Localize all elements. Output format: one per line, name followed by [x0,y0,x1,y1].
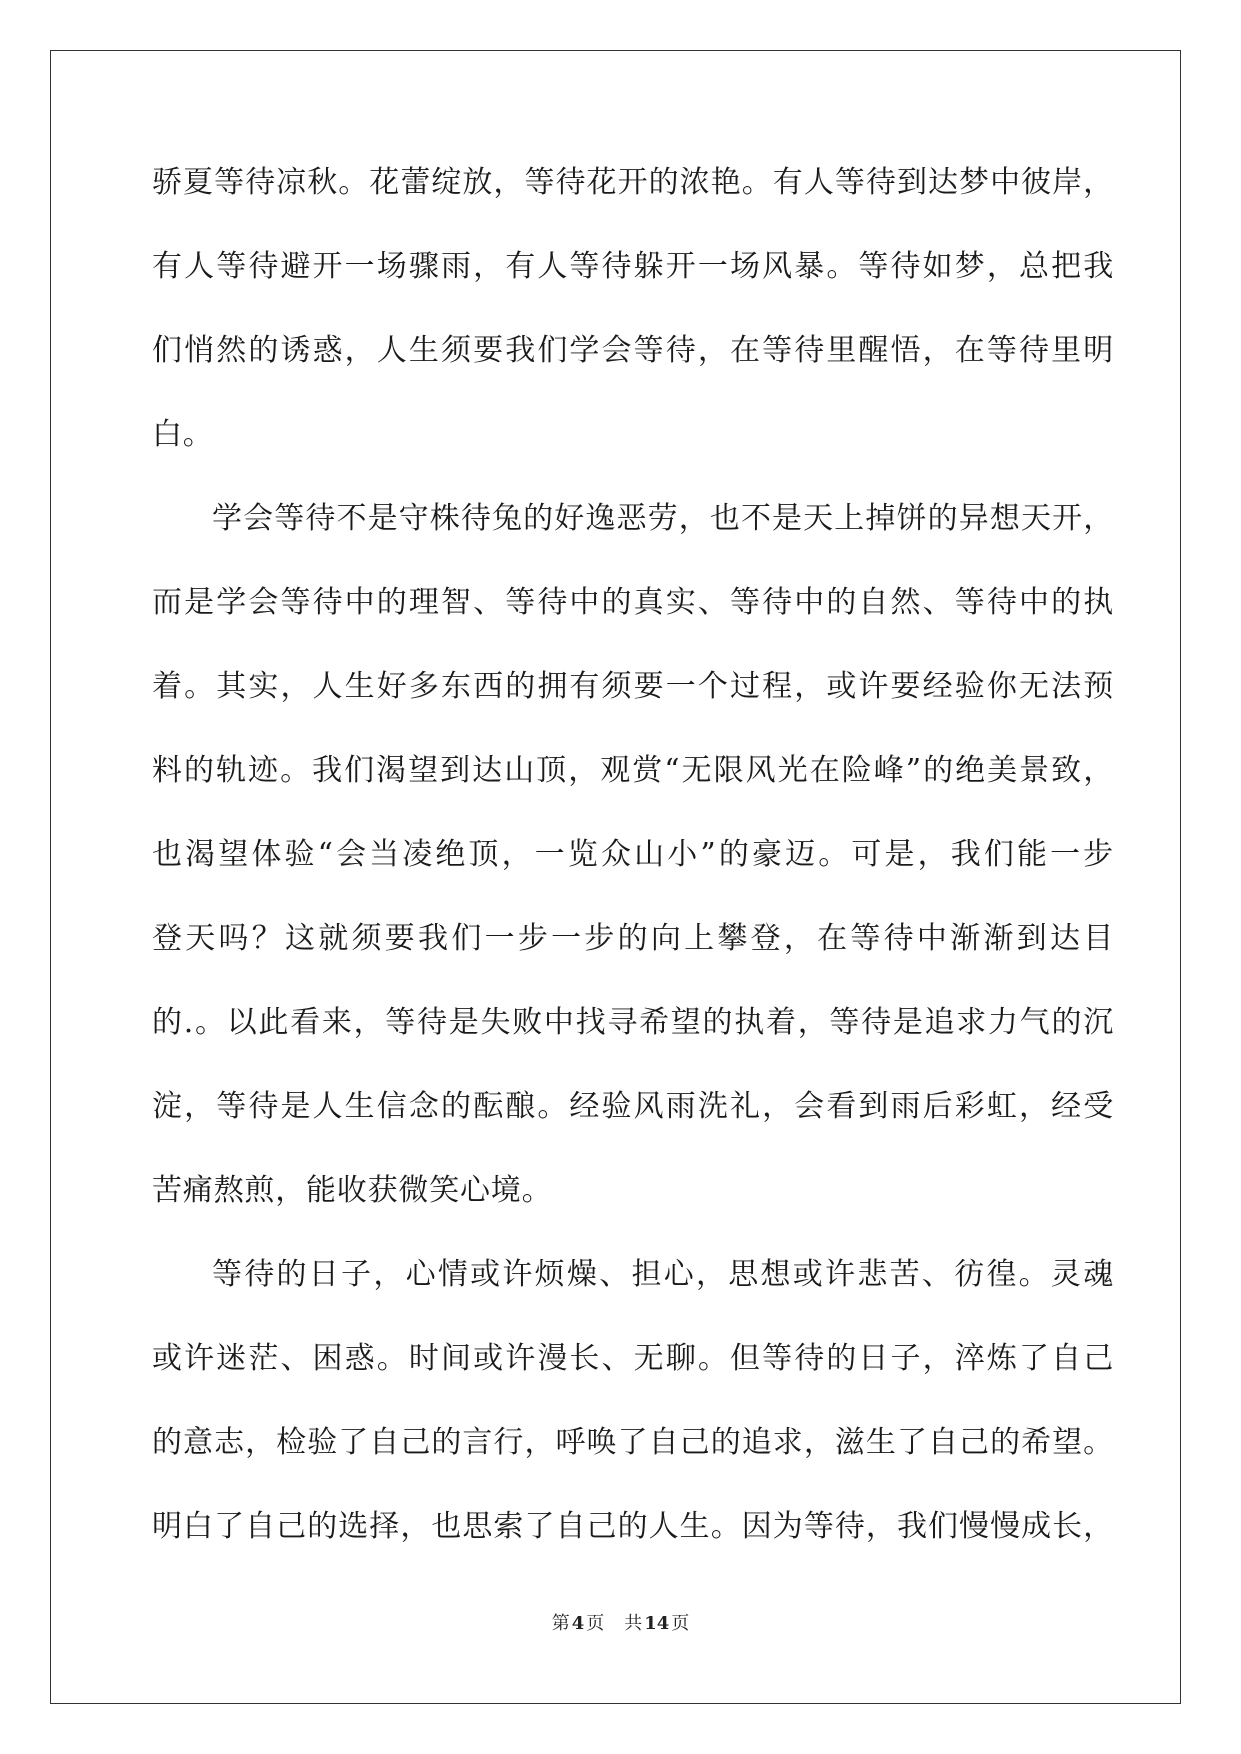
text-line: 有人等待避开一场骤雨，有人等待躲开一场风暴。等待如梦，总把我 [152,249,1114,284]
text-line: 也渴望体验“会当凌绝顶，一览众山小”的豪迈。可是，我们能一步 [152,837,1114,872]
text-line: 登天吗？这就须要我们一步一步的向上攀登，在等待中渐渐到达目 [152,921,1114,956]
text-line: 而是学会等待中的理智、等待中的真实、等待中的自然、等待中的执 [152,585,1114,620]
page-footer [0,1612,1241,1636]
total-page-count: 14 [644,1613,670,1634]
text-line: 着。其实，人生好多东西的拥有须要一个过程，或许要经验你无法预 [152,669,1114,704]
text-line: 料的轨迹。我们渴望到达山顶，观赏“无限风光在险峰”的绝美景致， [152,753,1114,788]
document-body [152,159,1114,1587]
text-line: 骄夏等待凉秋。花蕾绽放，等待花开的浓艳。有人等待到达梦中彼岸， [152,165,1114,200]
text-line: 淀，等待是人生信念的酝酿。经验风雨洗礼，会看到雨后彩虹，经受 [152,1089,1114,1124]
text-line: 的意志，检验了自己的言行，呼唤了自己的追求，滋生了自己的希望。 [152,1425,1114,1460]
text-line: 明白了自己的选择，也思索了自己的人生。因为等待，我们慢慢成长， [152,1509,1114,1544]
text-line: 的.。以此看来，等待是失败中找寻希望的执着，等待是追求力气的沉 [152,1005,1114,1040]
page-prefix: 第 [551,1613,570,1634]
text-line: 白。 [152,417,214,452]
page-suffix: 页 [586,1613,605,1634]
current-page-number: 4 [571,1613,585,1634]
text-line: 们悄然的诱惑，人生须要我们学会等待，在等待里醒悟，在等待里明 [152,333,1114,368]
total-suffix: 页 [671,1613,690,1634]
text-line: 学会等待不是守株待兔的好逸恶劳，也不是天上掉饼的异想天开， [212,501,1114,536]
text-line: 苦痛熬煎，能收获微笑心境。 [152,1173,553,1208]
total-prefix: 共 [624,1613,643,1634]
text-line: 或许迷茫、困惑。时间或许漫长、无聊。但等待的日子，淬炼了自己 [152,1341,1114,1376]
text-line: 等待的日子，心情或许烦燥、担心，思想或许悲苦、彷徨。灵魂 [212,1257,1114,1292]
